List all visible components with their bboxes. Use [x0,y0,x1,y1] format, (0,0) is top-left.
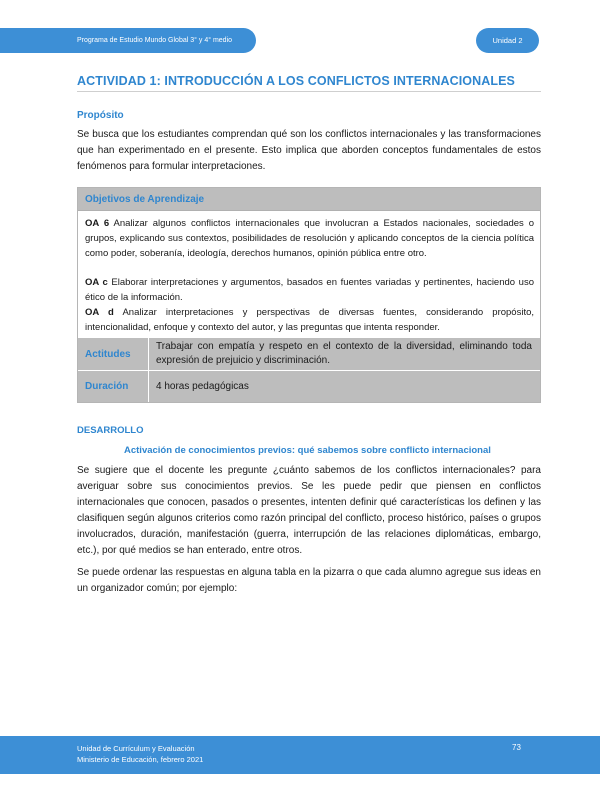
objectives-list [85,216,534,335]
objective-code: OA 6 [85,218,110,229]
development-paragraph-1: Se sugiere que el docente les pregunte ¿cuánto sabemos de los conflictos internacionales? para averiguar sobre sus conocimientos previos. Se les puede pedir que piensen en conflictos internacionales que conocen, pasados o presentes, intenten definir qué características los definen y las clasifiquen según algunos criterios como razón principal del conflicto, proceso histórico, países o grupos involucrados, duración, manifestación (guerra, interrupción de las relaciones diplomáticas, embargo, etc.), por qué medios se han enterado, entre otros. [77,465,541,556]
development-subheading: Activación de conocimientos previos: qué sabemos sobre conflicto internacional [124,445,491,456]
unit-badge [476,28,539,53]
development-heading: DESARROLLO [77,425,144,436]
objective-oa6 [85,216,534,261]
page-number: 73 [512,743,521,752]
program-header-bar [0,28,256,53]
objectives-table [77,187,541,403]
purpose-heading: Propósito [77,110,124,121]
attitudes-label: Actitudes [78,338,149,370]
purpose-paragraph: Se busca que los estudiantes comprendan qué son los conflictos internacionales y las transformaciones que han experimentado en el presente. Esto implica que aborden conceptos fundamentales de estos fenómenos para formular interpretaciones. [77,129,541,172]
objective-oad [85,305,534,335]
objective-text: Analizar algunos conflictos internacionales que involucran a Estados nacionales, sociedades o grupos, explicando sus contextos, posibilidades de resolución y aplicando conceptos de la ciencia política como poder, soberanía, ideología, derechos humanos, opinión pública entre otro. [85,218,534,259]
activity-title: ACTIVIDAD 1: INTRODUCCIÓN A LOS CONFLICTOS INTERNACIONALES [77,74,515,88]
attitudes-value: Trabajar con empatía y respeto en el contexto de la diversidad, eliminando toda expresión de prejuicio y discriminación. [156,341,532,366]
footer-ministry: Ministerio de Educación, febrero 2021 [77,755,204,764]
unit-label: Unidad 2 [492,36,523,45]
objectives-table-header: Objetivos de Aprendizaje [78,188,540,211]
title-divider [77,91,541,92]
objective-text: Elaborar interpretaciones y argumentos, basados en fuentes variadas y pertinentes, haciendo uso ético de la información. [85,277,534,303]
attitudes-row [78,338,540,371]
objective-oac [85,275,534,305]
duration-row [78,371,540,402]
program-title: Programa de Estudio Mundo Global 3° y 4° medio [77,37,233,44]
development-paragraph-2: Se puede ordenar las respuestas en alguna tabla en la pizarra o que cada alumno agregue sus ideas en un organizador común; por ejemplo: [77,567,541,594]
footer-credits [77,743,203,765]
duration-label: Duración [78,371,149,402]
objective-code: OA d [85,307,114,318]
footer-unit: Unidad de Currículum y Evaluación [77,744,195,753]
objective-code: OA c [85,277,108,288]
objective-text: Analizar interpretaciones y perspectivas de diversas fuentes, considerando propósito, intencionalidad, enfoque y contexto del autor, y las preguntas que intenta responder. [85,307,535,333]
duration-value: 4 horas pedagógicas [156,380,249,392]
